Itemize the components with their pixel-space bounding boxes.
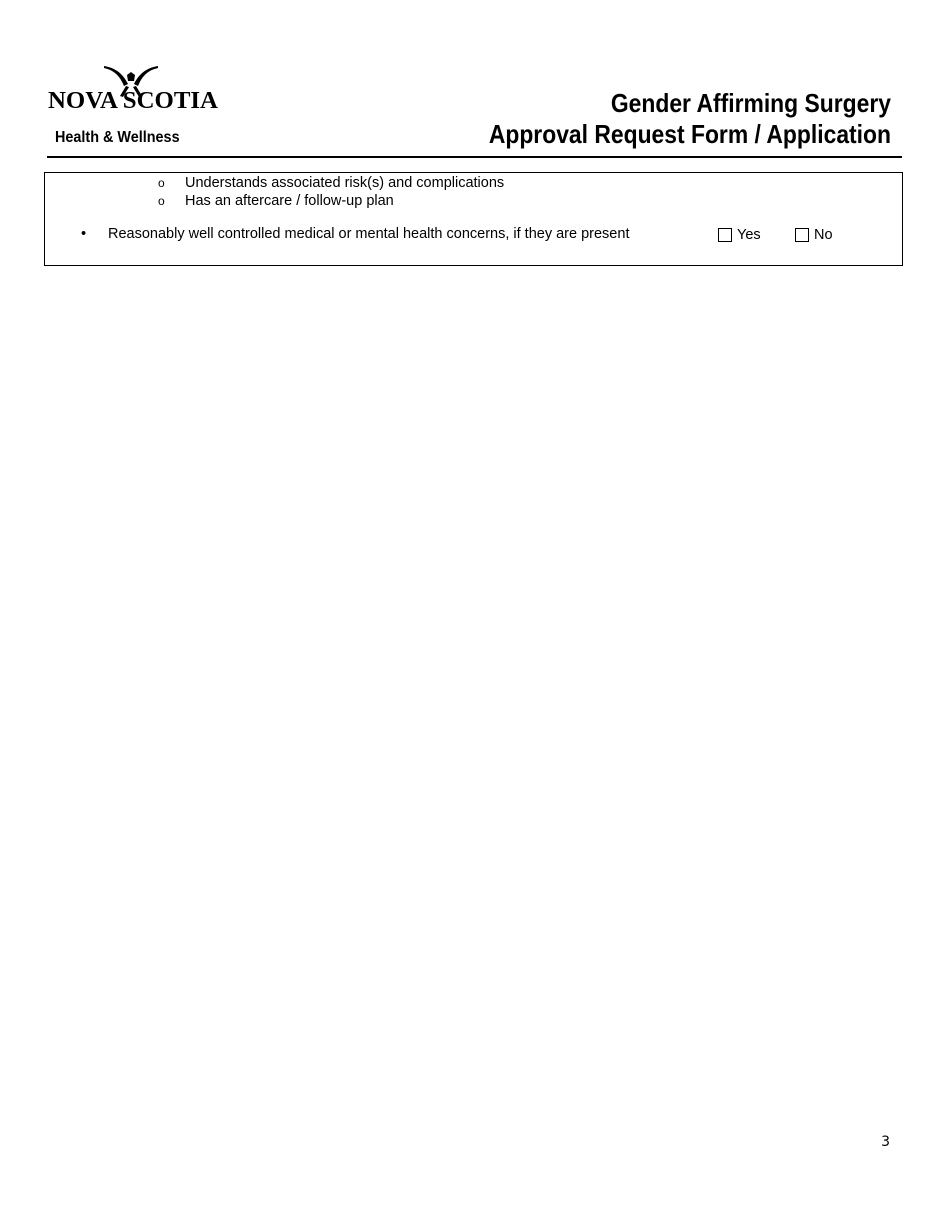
svg-text:NOVA SCOTIA: NOVA SCOTIA (48, 88, 219, 114)
page-number: 3 (881, 1134, 890, 1150)
sub-item-marker: o (158, 194, 165, 208)
form-title-line-1: Gender Affirming Surgery (610, 88, 891, 118)
form-title-line-2: Approval Request Form / Application (488, 119, 891, 149)
yes-checkbox[interactable] (718, 227, 761, 243)
department-name: Health & Wellness (55, 129, 180, 146)
sub-item-marker: o (158, 176, 165, 190)
criterion-text: Reasonably well controlled medical or mental health concerns, if they are present (108, 226, 630, 242)
bullet-marker: • (81, 226, 87, 242)
criterion-row (81, 226, 881, 246)
sub-item-text: Has an aftercare / follow-up plan (185, 193, 394, 209)
no-label: No (814, 227, 833, 243)
sub-item-text: Understands associated risk(s) and complications (185, 175, 505, 191)
form-title (489, 88, 891, 150)
header-divider (47, 156, 902, 158)
no-checkbox[interactable] (795, 227, 833, 243)
no-checkbox-box[interactable] (795, 228, 809, 242)
yes-label: Yes (737, 227, 761, 243)
criteria-box (44, 172, 903, 266)
yes-checkbox-box[interactable] (718, 228, 732, 242)
nova-scotia-logo (48, 64, 220, 114)
